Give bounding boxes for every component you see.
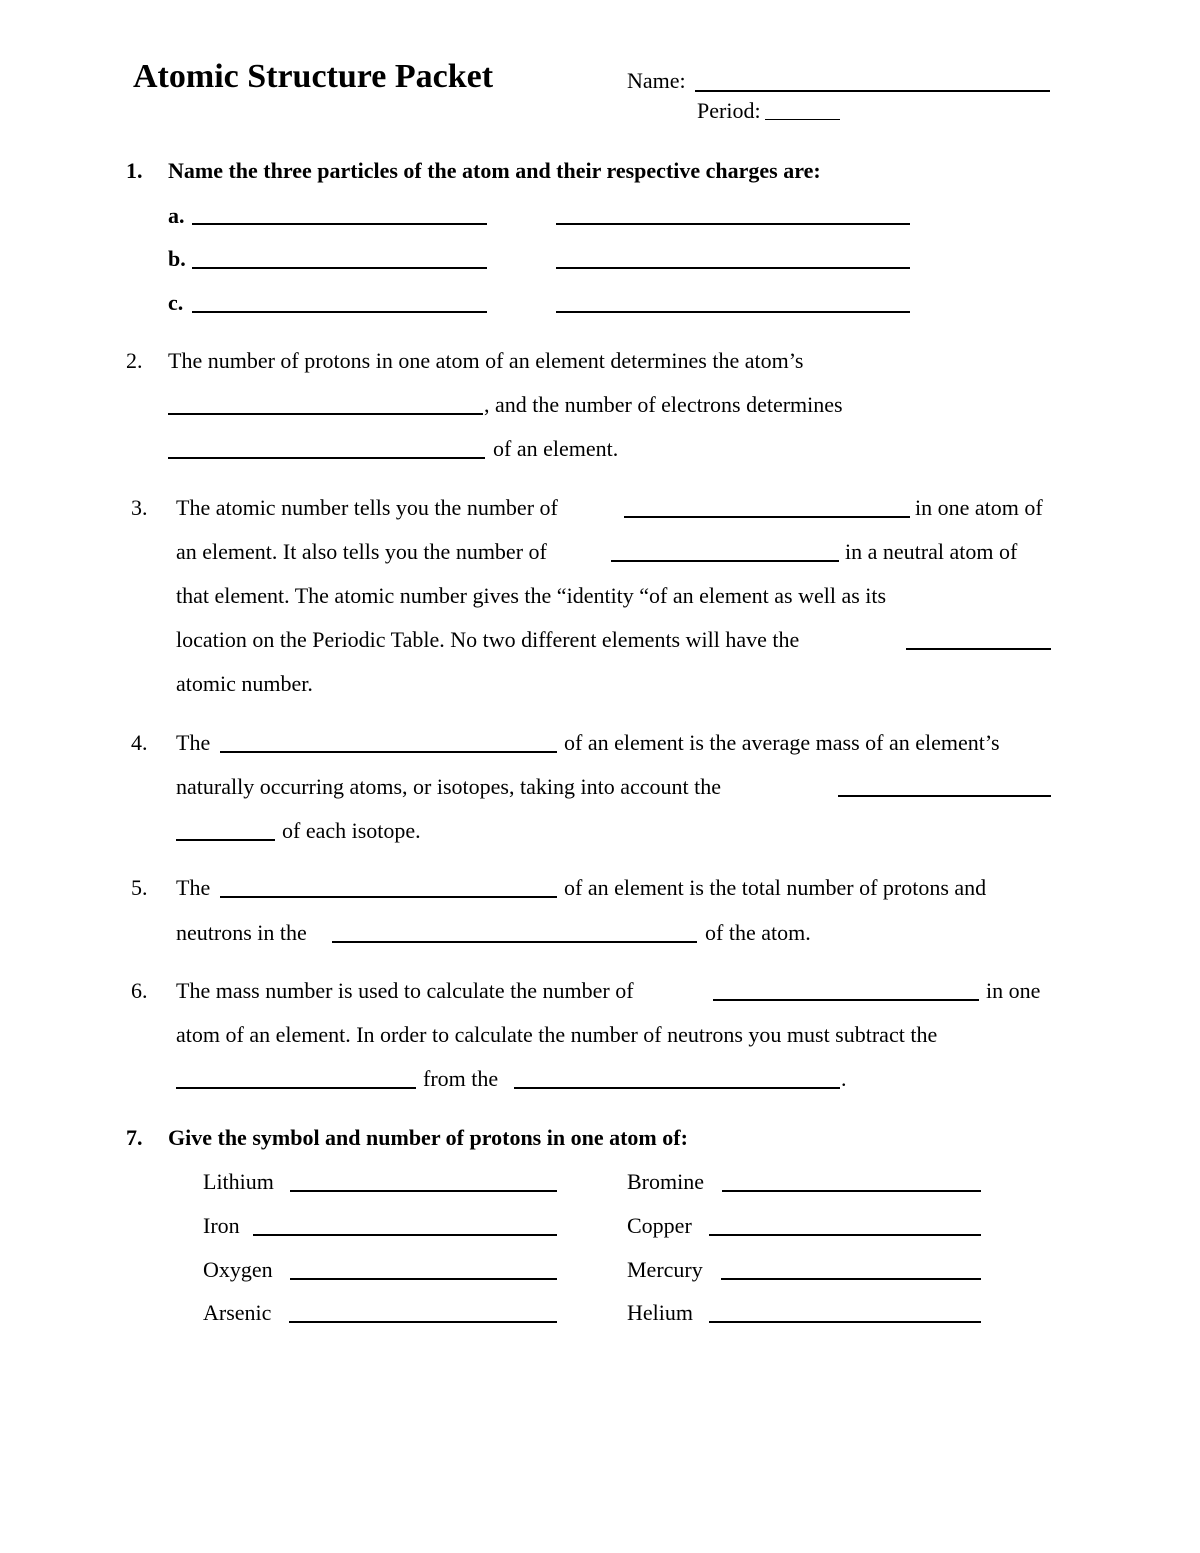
q7-number: 7.: [126, 1125, 143, 1150]
name-field[interactable]: [695, 90, 1050, 92]
q2-blank-1[interactable]: [168, 413, 483, 415]
q4-blank-2[interactable]: [838, 795, 1051, 797]
page-title: Atomic Structure Packet: [133, 58, 494, 95]
q1-number: 1.: [126, 158, 143, 183]
q7-text: Give the symbol and number of protons in one atom of:: [168, 1125, 688, 1150]
q3-blank-3[interactable]: [906, 648, 1051, 650]
q2-line1: The number of protons in one atom of an element determines the atom’s: [168, 348, 804, 373]
q1-a-label: a.: [168, 203, 185, 228]
q2-blank-2[interactable]: [168, 457, 485, 459]
q5-number: 5.: [131, 875, 148, 900]
q5-line1-b: of an element is the total number of protons and: [564, 875, 987, 900]
q5-line1-a: The: [176, 875, 211, 900]
q1-b-charge-field[interactable]: [556, 267, 910, 269]
element-label-arsenic: Arsenic: [203, 1300, 272, 1325]
q6-line1-a: The mass number is used to calculate the number of: [176, 978, 634, 1003]
copper-answer-field[interactable]: [709, 1234, 981, 1236]
arsenic-answer-field[interactable]: [289, 1321, 557, 1323]
period-label: Period:: [697, 98, 761, 123]
q6-line1-b: in one: [986, 978, 1041, 1003]
element-label-copper: Copper: [627, 1213, 692, 1238]
period-field[interactable]: [765, 119, 840, 120]
q1-c-label: c.: [168, 290, 184, 315]
q5-line2-a: neutrons in the: [176, 920, 307, 945]
q4-line2: naturally occurring atoms, or isotopes, taking into account the: [176, 774, 721, 799]
q3-line4: location on the Periodic Table. No two different elements will have the: [176, 627, 800, 652]
element-label-iron: Iron: [203, 1213, 240, 1238]
q1-b-particle-field[interactable]: [192, 267, 487, 269]
q2-line3: of an element.: [493, 436, 619, 461]
q5-blank-2[interactable]: [332, 941, 697, 943]
q2-line2: , and the number of electrons determines: [484, 392, 843, 417]
q3-line1-a: The atomic number tells you the number of: [176, 495, 558, 520]
q3-line3: that element. The atomic number gives the “identity “of an element as well as its: [176, 583, 887, 608]
q1-a-particle-field[interactable]: [192, 223, 487, 225]
q6-blank-1[interactable]: [713, 999, 979, 1001]
q5-blank-1[interactable]: [220, 896, 557, 898]
element-label-helium: Helium: [627, 1300, 693, 1325]
q1-c-particle-field[interactable]: [192, 311, 487, 313]
q4-blank-1[interactable]: [220, 751, 557, 753]
q4-line1-a: The: [176, 730, 211, 755]
iron-answer-field[interactable]: [253, 1234, 557, 1236]
q6-line3-a: from the: [423, 1066, 499, 1091]
q4-blank-3[interactable]: [176, 839, 275, 841]
q3-line2-b: in a neutral atom of: [845, 539, 1018, 564]
q3-line1-b: in one atom of: [915, 495, 1043, 520]
q6-line2: atom of an element. In order to calculate the number of neutrons you must subtract the: [176, 1022, 938, 1047]
q1-b-label: b.: [168, 246, 186, 271]
q5-line2-b: of the atom.: [705, 920, 811, 945]
q6-blank-3[interactable]: [514, 1087, 840, 1089]
q1-c-charge-field[interactable]: [556, 311, 910, 313]
q1-a-charge-field[interactable]: [556, 223, 910, 225]
q4-line3: of each isotope.: [282, 818, 421, 843]
q4-number: 4.: [131, 730, 148, 755]
q4-line1-b: of an element is the average mass of an element’s: [564, 730, 1000, 755]
q6-blank-2[interactable]: [176, 1087, 416, 1089]
element-label-bromine: Bromine: [627, 1169, 704, 1194]
name-label: Name:: [627, 68, 686, 93]
q3-blank-1[interactable]: [624, 516, 910, 518]
bromine-answer-field[interactable]: [722, 1190, 981, 1192]
q3-line5: atomic number.: [176, 671, 313, 696]
q3-blank-2[interactable]: [611, 560, 839, 562]
oxygen-answer-field[interactable]: [290, 1278, 557, 1280]
q1-text: Name the three particles of the atom and their respective charges are:: [168, 158, 821, 183]
q3-number: 3.: [131, 495, 148, 520]
q6-number: 6.: [131, 978, 148, 1003]
q6-line3-b: .: [841, 1066, 847, 1091]
q3-line2-a: an element. It also tells you the number of: [176, 539, 547, 564]
element-label-lithium: Lithium: [203, 1169, 274, 1194]
lithium-answer-field[interactable]: [290, 1190, 557, 1192]
helium-answer-field[interactable]: [709, 1321, 981, 1323]
q2-number: 2.: [126, 348, 143, 373]
element-label-oxygen: Oxygen: [203, 1257, 273, 1282]
mercury-answer-field[interactable]: [721, 1278, 981, 1280]
element-label-mercury: Mercury: [627, 1257, 703, 1282]
